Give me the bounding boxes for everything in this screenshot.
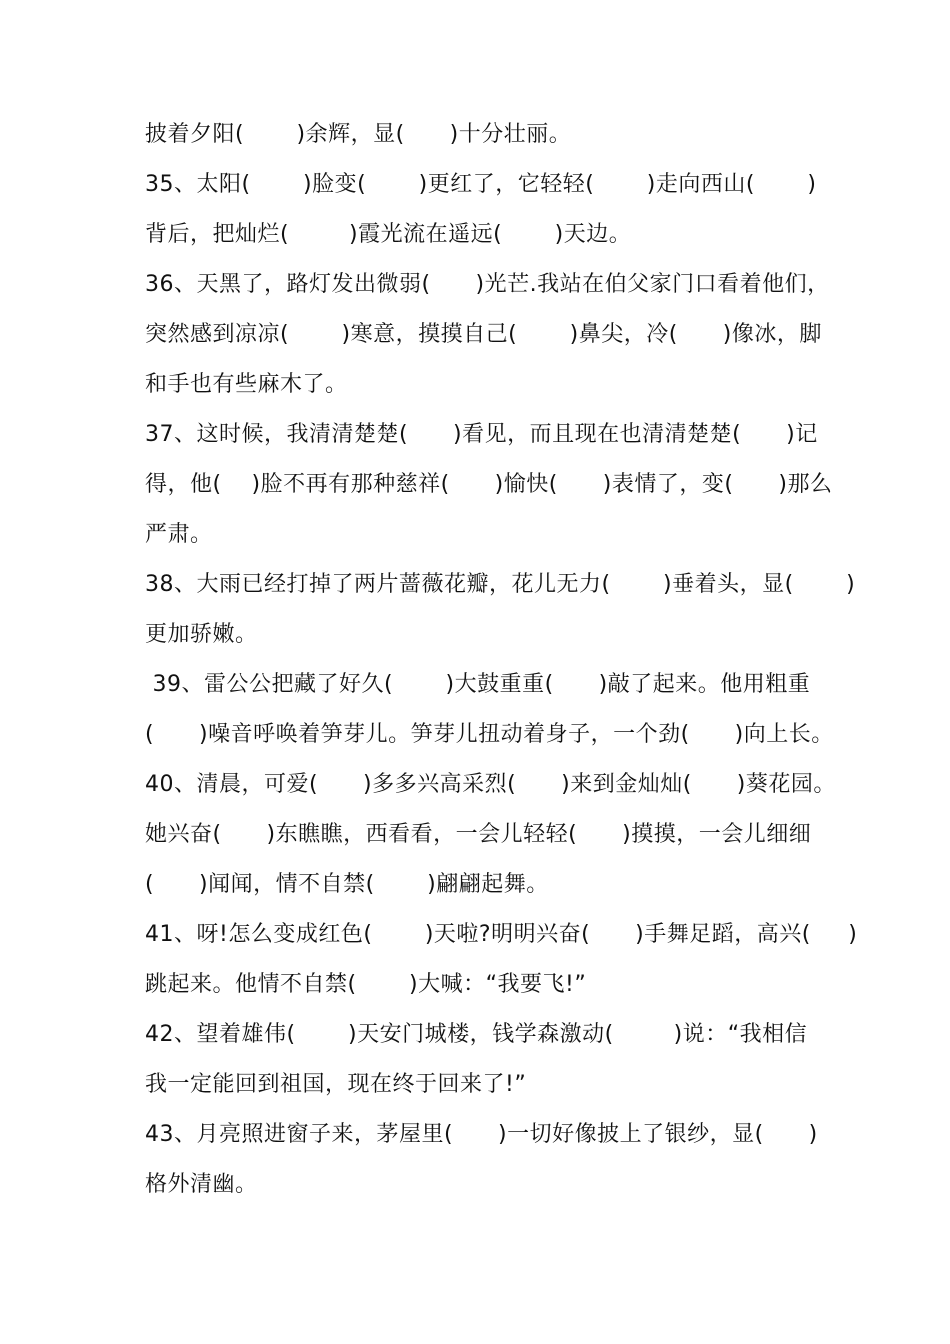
text-line-2: 35、太阳( )脸变( )更红了，它轻轻( )走向西山( ) <box>145 172 817 197</box>
text-line-4: 36、天黑了，路灯发出微弱( )光芒.我站在伯父家门口看着他们， <box>145 272 830 297</box>
text-line-7: 37、这时候，我清清楚楚( )看见，而且现在也清清楚楚( )记 <box>145 422 818 447</box>
text-line-22: 格外清幽。 <box>145 1172 258 1197</box>
text-line-17: 41、呀!怎么变成红色( )天啦?明明兴奋( )手舞足蹈，高兴( ) <box>145 922 858 947</box>
text-line-6: 和手也有些麻木了。 <box>145 372 348 397</box>
text-line-12: 39、雷公公把藏了好久( )大鼓重重( )敲了起来。他用粗重 <box>145 672 811 697</box>
text-line-8: 得，他( )脸不再有那种慈祥( )愉快( )表情了，变( )那么 <box>145 472 833 497</box>
text-line-9: 严肃。 <box>145 522 213 547</box>
text-line-20: 我一定能回到祖国，现在终于回来了!” <box>145 1072 527 1097</box>
text-line-21: 43、月亮照进窗子来，茅屋里( )一切好像披上了银纱，显( ) <box>145 1122 818 1147</box>
text-line-5: 突然感到凉凉( )寒意，摸摸自己( )鼻尖，冷( )像冰，脚 <box>145 322 822 347</box>
text-line-19: 42、望着雄伟( )天安门城楼，钱学森激动( )说：“我相信 <box>145 1022 808 1047</box>
text-line-14: 40、清晨，可爱( )多多兴高采烈( )来到金灿灿( )葵花园。 <box>145 772 836 797</box>
text-line-16: ( )闻闻，情不自禁( )翩翩起舞。 <box>145 872 549 897</box>
text-line-3: 背后，把灿烂( )霞光流在遥远( )天边。 <box>145 222 632 247</box>
text-line-11: 更加骄嫩。 <box>145 622 258 647</box>
text-line-18: 跳起来。他情不自禁( )大喊：“我要飞!” <box>145 972 587 997</box>
text-line-15: 她兴奋( )东瞧瞧，西看看，一会儿轻轻( )摸摸，一会儿细细 <box>145 822 812 847</box>
text-line-10: 38、大雨已经打掉了两片蔷薇花瓣，花儿无力( )垂着头，显( ) <box>145 572 856 597</box>
text-line-1: 披着夕阳( )余辉，显( )十分壮丽。 <box>145 122 572 147</box>
text-line-13: ( )噪音呼唤着笋芽儿。笋芽儿扭动着身子，一个劲( )向上长。 <box>145 722 834 747</box>
